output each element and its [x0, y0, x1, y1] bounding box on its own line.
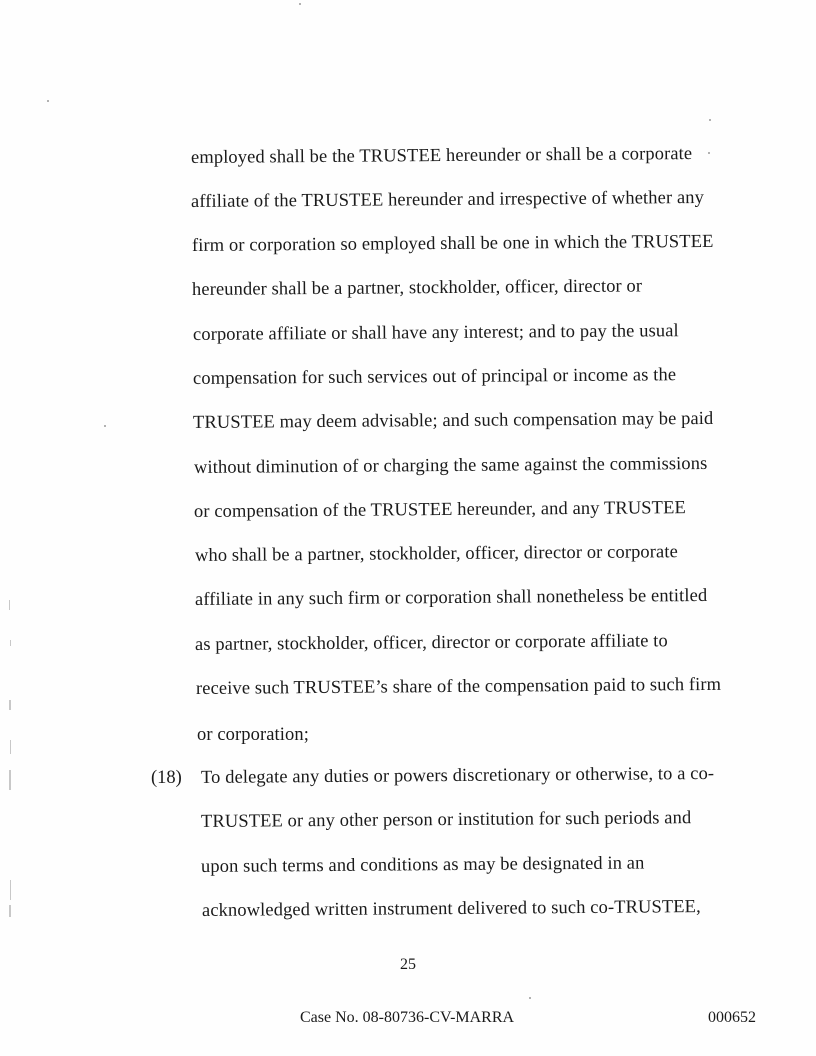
margin-mark — [10, 740, 11, 754]
item-line: acknowledged written instrument delivered to such co-TRUSTEE, — [201, 897, 701, 921]
item-line: To delegate any duties or powers discretionary or otherwise, to a co- — [200, 763, 715, 788]
margin-mark — [9, 905, 11, 917]
margin-mark — [9, 700, 11, 710]
margin-mark — [10, 880, 11, 900]
margin-mark — [9, 770, 11, 790]
item-line: TRUSTEE or any other person or institution for such periods and — [200, 808, 692, 832]
margin-mark — [9, 600, 10, 610]
paragraph-line: without diminution of or charging the same against the commissions — [193, 453, 708, 478]
paragraph-line: or corporation; — [197, 725, 309, 745]
margin-mark — [10, 640, 11, 646]
paragraph-line: who shall be a partner, stockholder, officer, director or corporate — [194, 542, 678, 566]
paragraph-line: corporate affiliate or shall have any interest; and to pay the usual — [192, 321, 679, 345]
paragraph-line: TRUSTEE may deem advisable; and such compensation may be paid — [192, 408, 714, 433]
page-number: 25 — [400, 956, 416, 973]
scan-speck — [104, 425, 106, 427]
paragraph-line: as partner, stockholder, officer, director or corporate affiliate to — [194, 631, 668, 655]
paragraph-line: affiliate in any such firm or corporation shall nonetheless be entitled — [194, 585, 708, 610]
paragraph-line: affiliate of the TRUSTEE hereunder and irrespective of whether any — [190, 187, 705, 212]
scan-speck — [529, 997, 531, 999]
bates-number: 000652 — [708, 1009, 756, 1026]
case-number: Case No. 08-80736-CV-MARRA — [300, 1009, 515, 1026]
paragraph-line: hereunder shall be a partner, stockholder, officer, director or — [191, 276, 643, 300]
paragraph-line: employed shall be the TRUSTEE hereunder or shall be a corporate — [190, 144, 693, 168]
scan-speck — [709, 119, 711, 121]
scan-speck — [299, 3, 301, 5]
paragraph-line: compensation for such services out of principal or income as the — [192, 365, 677, 389]
item-line: upon such terms and conditions as may be designated in an — [200, 853, 645, 877]
item-number: (18) — [151, 768, 182, 788]
paragraph-line: firm or corporation so employed shall be one in which the TRUSTEE — [191, 231, 714, 256]
paragraph-line: or compensation of the TRUSTEE hereunder, and any TRUSTEE — [193, 498, 686, 522]
paragraph-line: receive such TRUSTEE’s share of the compensation paid to such firm — [195, 674, 722, 699]
scan-speck — [708, 152, 710, 154]
scan-speck — [47, 100, 49, 102]
